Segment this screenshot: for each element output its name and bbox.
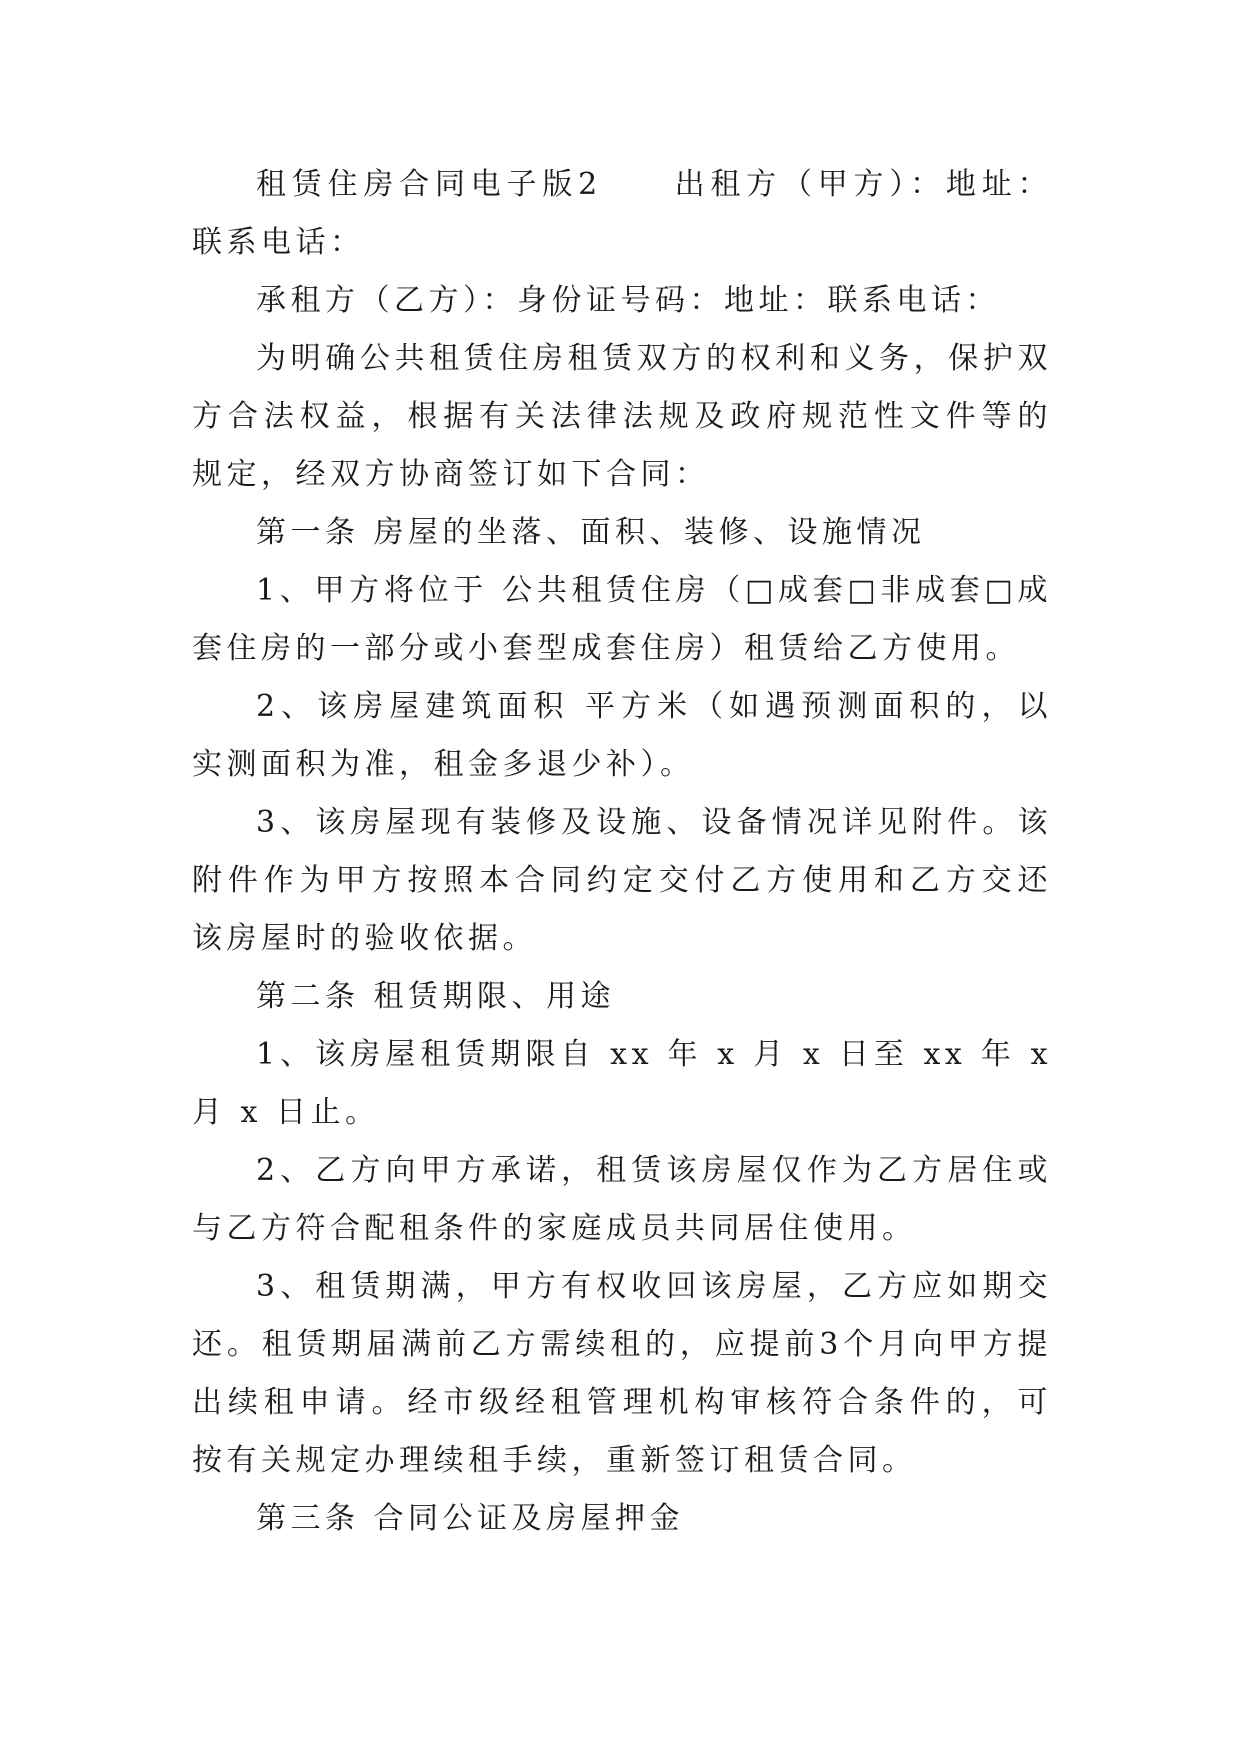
paragraph-preamble: 为明确公共租赁住房租赁双方的权利和义务，保护双方合法权益，根据有关法律法规及政府规范性文件等的规定，经双方协商签订如下合同： xyxy=(192,341,1052,492)
article-2-item-1: 1、该房屋租赁期限自 xx 年 x 月 x 日至 xx 年 x 月 x 日止。 xyxy=(192,1037,1052,1130)
article-3-heading: 第三条 合同公证及房屋押金 xyxy=(256,1501,685,1536)
article-2-item-2: 2、乙方向甲方承诺，租赁该房屋仅作为乙方居住或与乙方符合配租条件的家庭成员共同居住使用。 xyxy=(192,1153,1052,1246)
article-1-item-2: 2、该房屋建筑面积 平方米（如遇预测面积的，以实测面积为准，租金多退少补）。 xyxy=(192,689,1052,782)
article-2-item-3: 3、租赁期满，甲方有权收回该房屋，乙方应如期交还。租赁期届满前乙方需续租的，应提前3个月向甲方提出续租申请。经市级经租管理机构审核符合条件的，可按有关规定办理续租手续，重新签订租赁合同。 xyxy=(192,1269,1052,1478)
paragraph-title-parties: 租赁住房合同电子版2 出租方（甲方）：地址：联系电话： xyxy=(192,167,1052,260)
document-body xyxy=(192,156,1052,1548)
article-2-heading: 第二条 租赁期限、用途 xyxy=(256,979,616,1014)
article-1-item-3: 3、该房屋现有装修及设施、设备情况详见附件。该附件作为甲方按照本合同约定交付乙方使用和乙方交还该房屋时的验收依据。 xyxy=(192,805,1052,956)
paragraph-tenant: 承租方（乙方）：身份证号码：地址：联系电话： xyxy=(256,283,1000,318)
article-1-heading: 第一条 房屋的坐落、面积、装修、设施情况 xyxy=(256,515,926,550)
article-1-item-1: 1、甲方将位于 公共租赁住房（□成套□非成套□成套住房的一部分或小套型成套住房）租赁给乙方使用。 xyxy=(192,573,1052,666)
